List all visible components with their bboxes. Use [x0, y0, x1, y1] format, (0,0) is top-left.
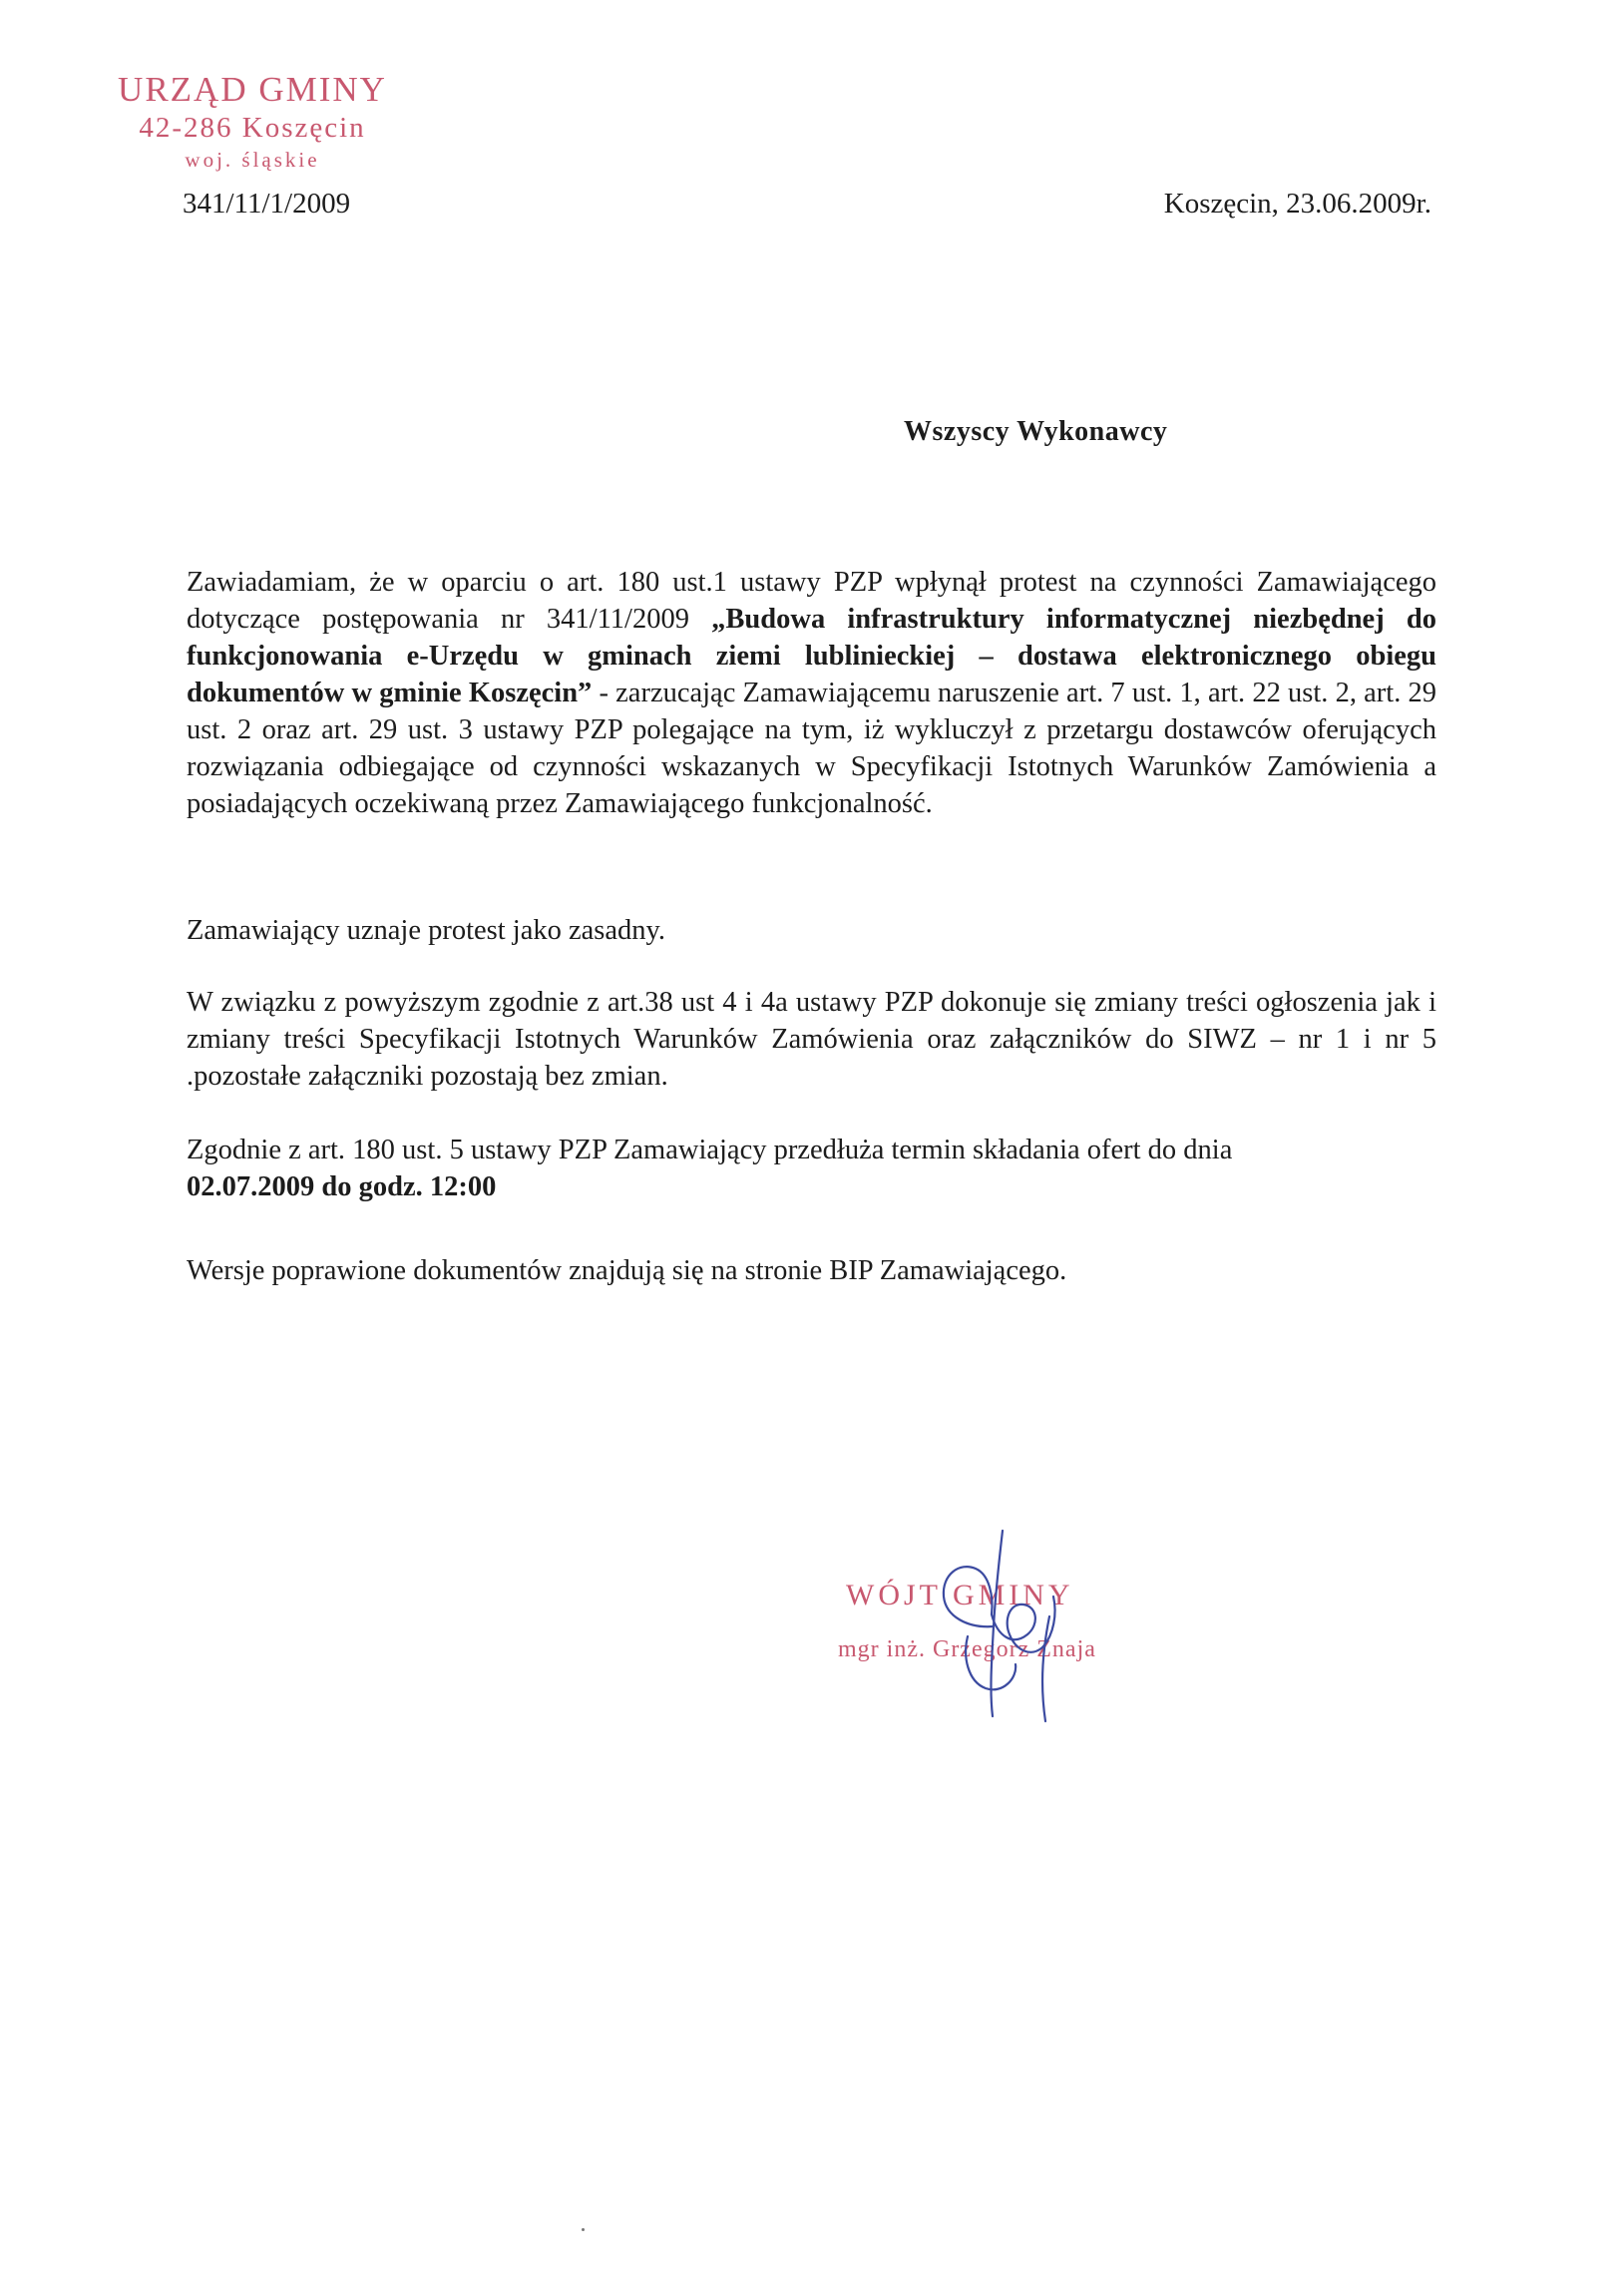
paragraph-protest: [187, 564, 1436, 822]
signature-block: [818, 1517, 1177, 1746]
paragraph-documents: Wersje poprawione dokumentów znajdują się na stronie BIP Zamawiającego.: [187, 1255, 1067, 1286]
paragraph-changes: W związku z powyższym zgodnie z art.38 ust 4 i 4a ustawy PZP dokonuje się zmiany treści ogłoszenia jak i zmiany treści Specyfikacji Istotnych Warunków Zamówienia oraz załączników do SIWZ – nr 1 i nr 5 .pozostałe załączniki pozostają bez zmian.: [187, 987, 1436, 1092]
stamp-line-office: URZĄD GMINY: [118, 70, 387, 109]
handwritten-signature: [818, 1517, 1177, 1746]
stamp-line-region: woj. śląskie: [185, 148, 320, 172]
office-stamp: [108, 70, 397, 174]
paragraph-protest-details: - zarzucając Zamawiającemu naruszenie art. 7 ust. 1, art. 22 ust. 2, art. 29 ust. 2 oraz art. 29 ust. 3 ustawy PZP polegające na tym, iż wykluczył z przetargu dostawców oferujących rozwiązania odbiegające od czynności wskazanych w Specyfikacji Istotnych Warunków Zamówienia a posiadających oczekiwaną przez Zamawiającego funkcjonalność.: [187, 678, 1436, 819]
scan-speck: [582, 2228, 585, 2231]
deadline-date: 02.07.2009 do godz. 12:00: [187, 1171, 497, 1202]
reference-number: 341/11/1/2009: [183, 188, 351, 220]
stamp-line-address: 42-286 Koszęcin: [139, 112, 366, 144]
signature-stamp-title: WÓJT GMINY: [846, 1579, 1074, 1611]
addressee: Wszyscy Wykonawcy: [904, 416, 1168, 447]
paragraph-protest-intro: Zawiadamiam, że w oparciu o art. 180 ust.1 ustawy PZP wpłynął protest na czynności Zamawiającego dotyczące postępowania nr 341/11/2009: [187, 567, 1436, 635]
procurement-title: „Budowa infrastruktury informatycznej niezbędnej do funkcjonowania e-Urzędu w gminach ziemi lublinieckiej – dostawa elektronicznego obiegu dokumentów w gminie Koszęcin”: [187, 604, 1436, 708]
paragraph-decision: Zamawiający uznaje protest jako zasadny.: [187, 915, 666, 946]
place-and-date: Koszęcin, 23.06.2009r.: [1163, 188, 1431, 220]
paragraph-deadline: [187, 1132, 1436, 1205]
paragraph-deadline-text: Zgodnie z art. 180 ust. 5 ustawy PZP Zamawiający przedłuża termin składania ofert do dnia: [187, 1135, 1233, 1165]
signature-stamp-name: mgr inż. Grzegorz Znaja: [838, 1636, 1096, 1662]
